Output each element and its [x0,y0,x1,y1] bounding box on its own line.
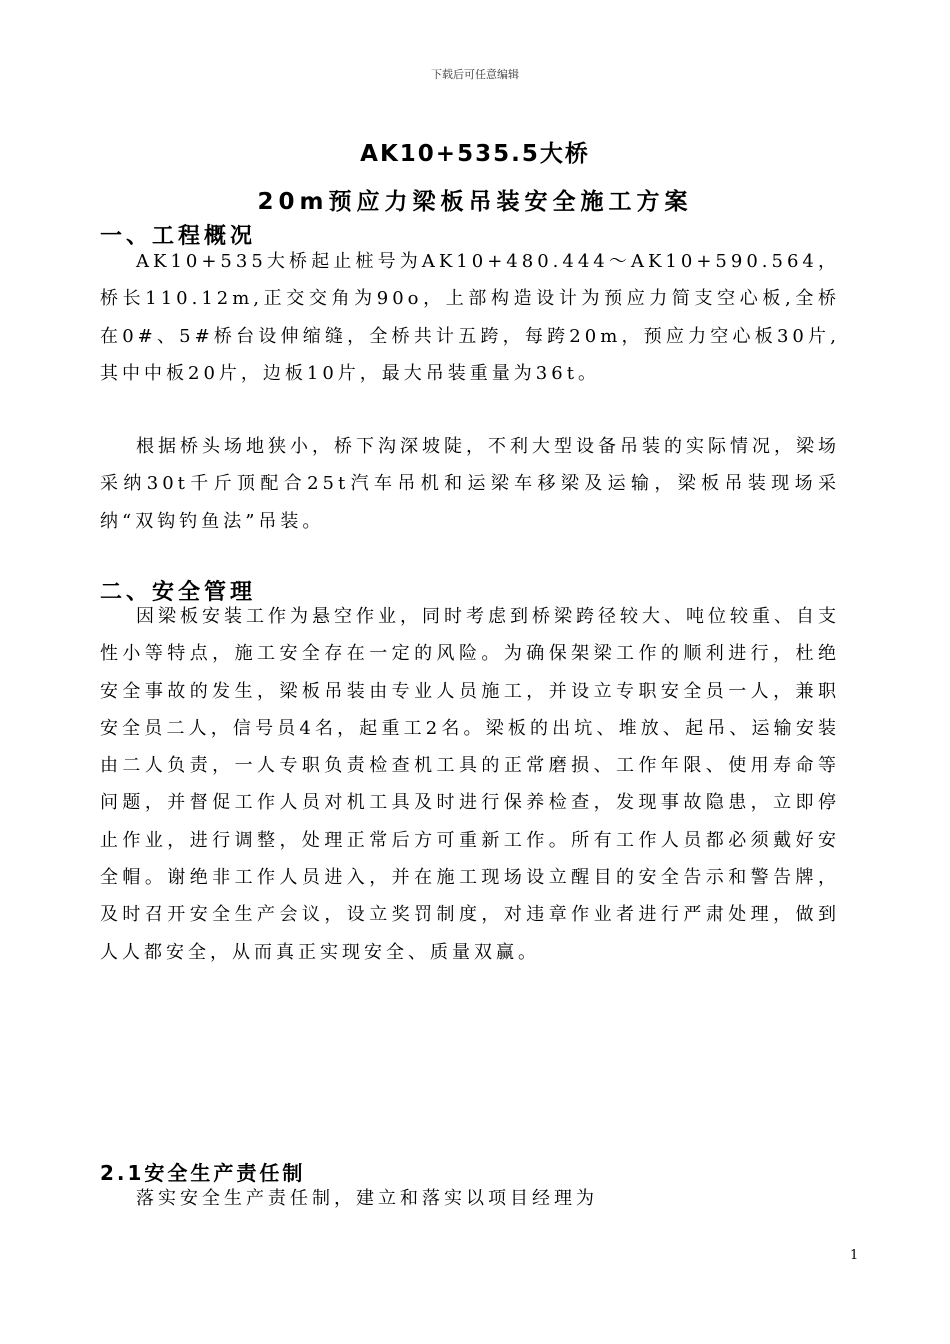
section-heading-project-overview: 一、工程概况 [100,224,257,249]
section-heading-safety-management: 二、安全管理 [100,580,257,605]
paragraph-safety-responsibility: 落实安全生产责任制，建立和落实以项目经理为 [136,1188,598,1209]
document-title-line1: AK10+535.5大桥 [360,141,590,167]
paragraph-project-overview-1: AK10+535大桥起止桩号为AK10+480.444～AK10+590.564，桥长110.12m,正交交角为90o，上部构造设计为预应力简支空心板,全桥在0#、5#桥台设伸缩缝，全桥共计五跨，每跨20m，预应力空心板30片,其中中板20片，边板10片，最大吊装重量为36t。 [100,251,840,384]
paragraph-project-overview-2: 根据桥头场地狭小，桥下沟深坡陡，不利大型设备吊装的实际情况，梁场采纳30t千斤顶配合25t汽车吊机和运梁车移梁及运输，梁板吊装现场采纳“双钩钓鱼法”吊装。 [100,436,840,532]
document-title-line2: 20m预应力梁板吊装安全施工方案 [257,189,693,215]
header-note: 下载后可任意编辑 [431,68,519,81]
subsection-heading-safety-responsibility: 2.1安全生产责任制 [100,1161,306,1185]
paragraph-safety-management: 因梁板安装工作为悬空作业，同时考虑到桥梁跨径较大、吨位较重、自支性小等特点，施工安全存在一定的风险。为确保架梁工作的顺利进行，杜绝安全事故的发生，梁板吊装由专业人员施工，并设立专职安全员一人，兼职安全员二人，信号员4名，起重工2名。梁板的出坑、堆放、起吊、运输安装由二人负责，一人专职负责检查机工具的正常磨损、工作年限、使用寿命等问题，并督促工作人员对机工具及时进行保养检查，发现事故隐患，立即停止作业，进行调整，处理正常后方可重新工作。所有工作人员都必须戴好安全帽。谢绝非工作人员进入，并在施工现场设立醒目的安全告示和警告牌，及时召开安全生产会议，设立奖罚制度，对违章作业者进行严肃处理，做到人人都安全，从而真正实现安全、质量双赢。 [100,606,840,963]
page-number: 1 [850,1248,859,1263]
